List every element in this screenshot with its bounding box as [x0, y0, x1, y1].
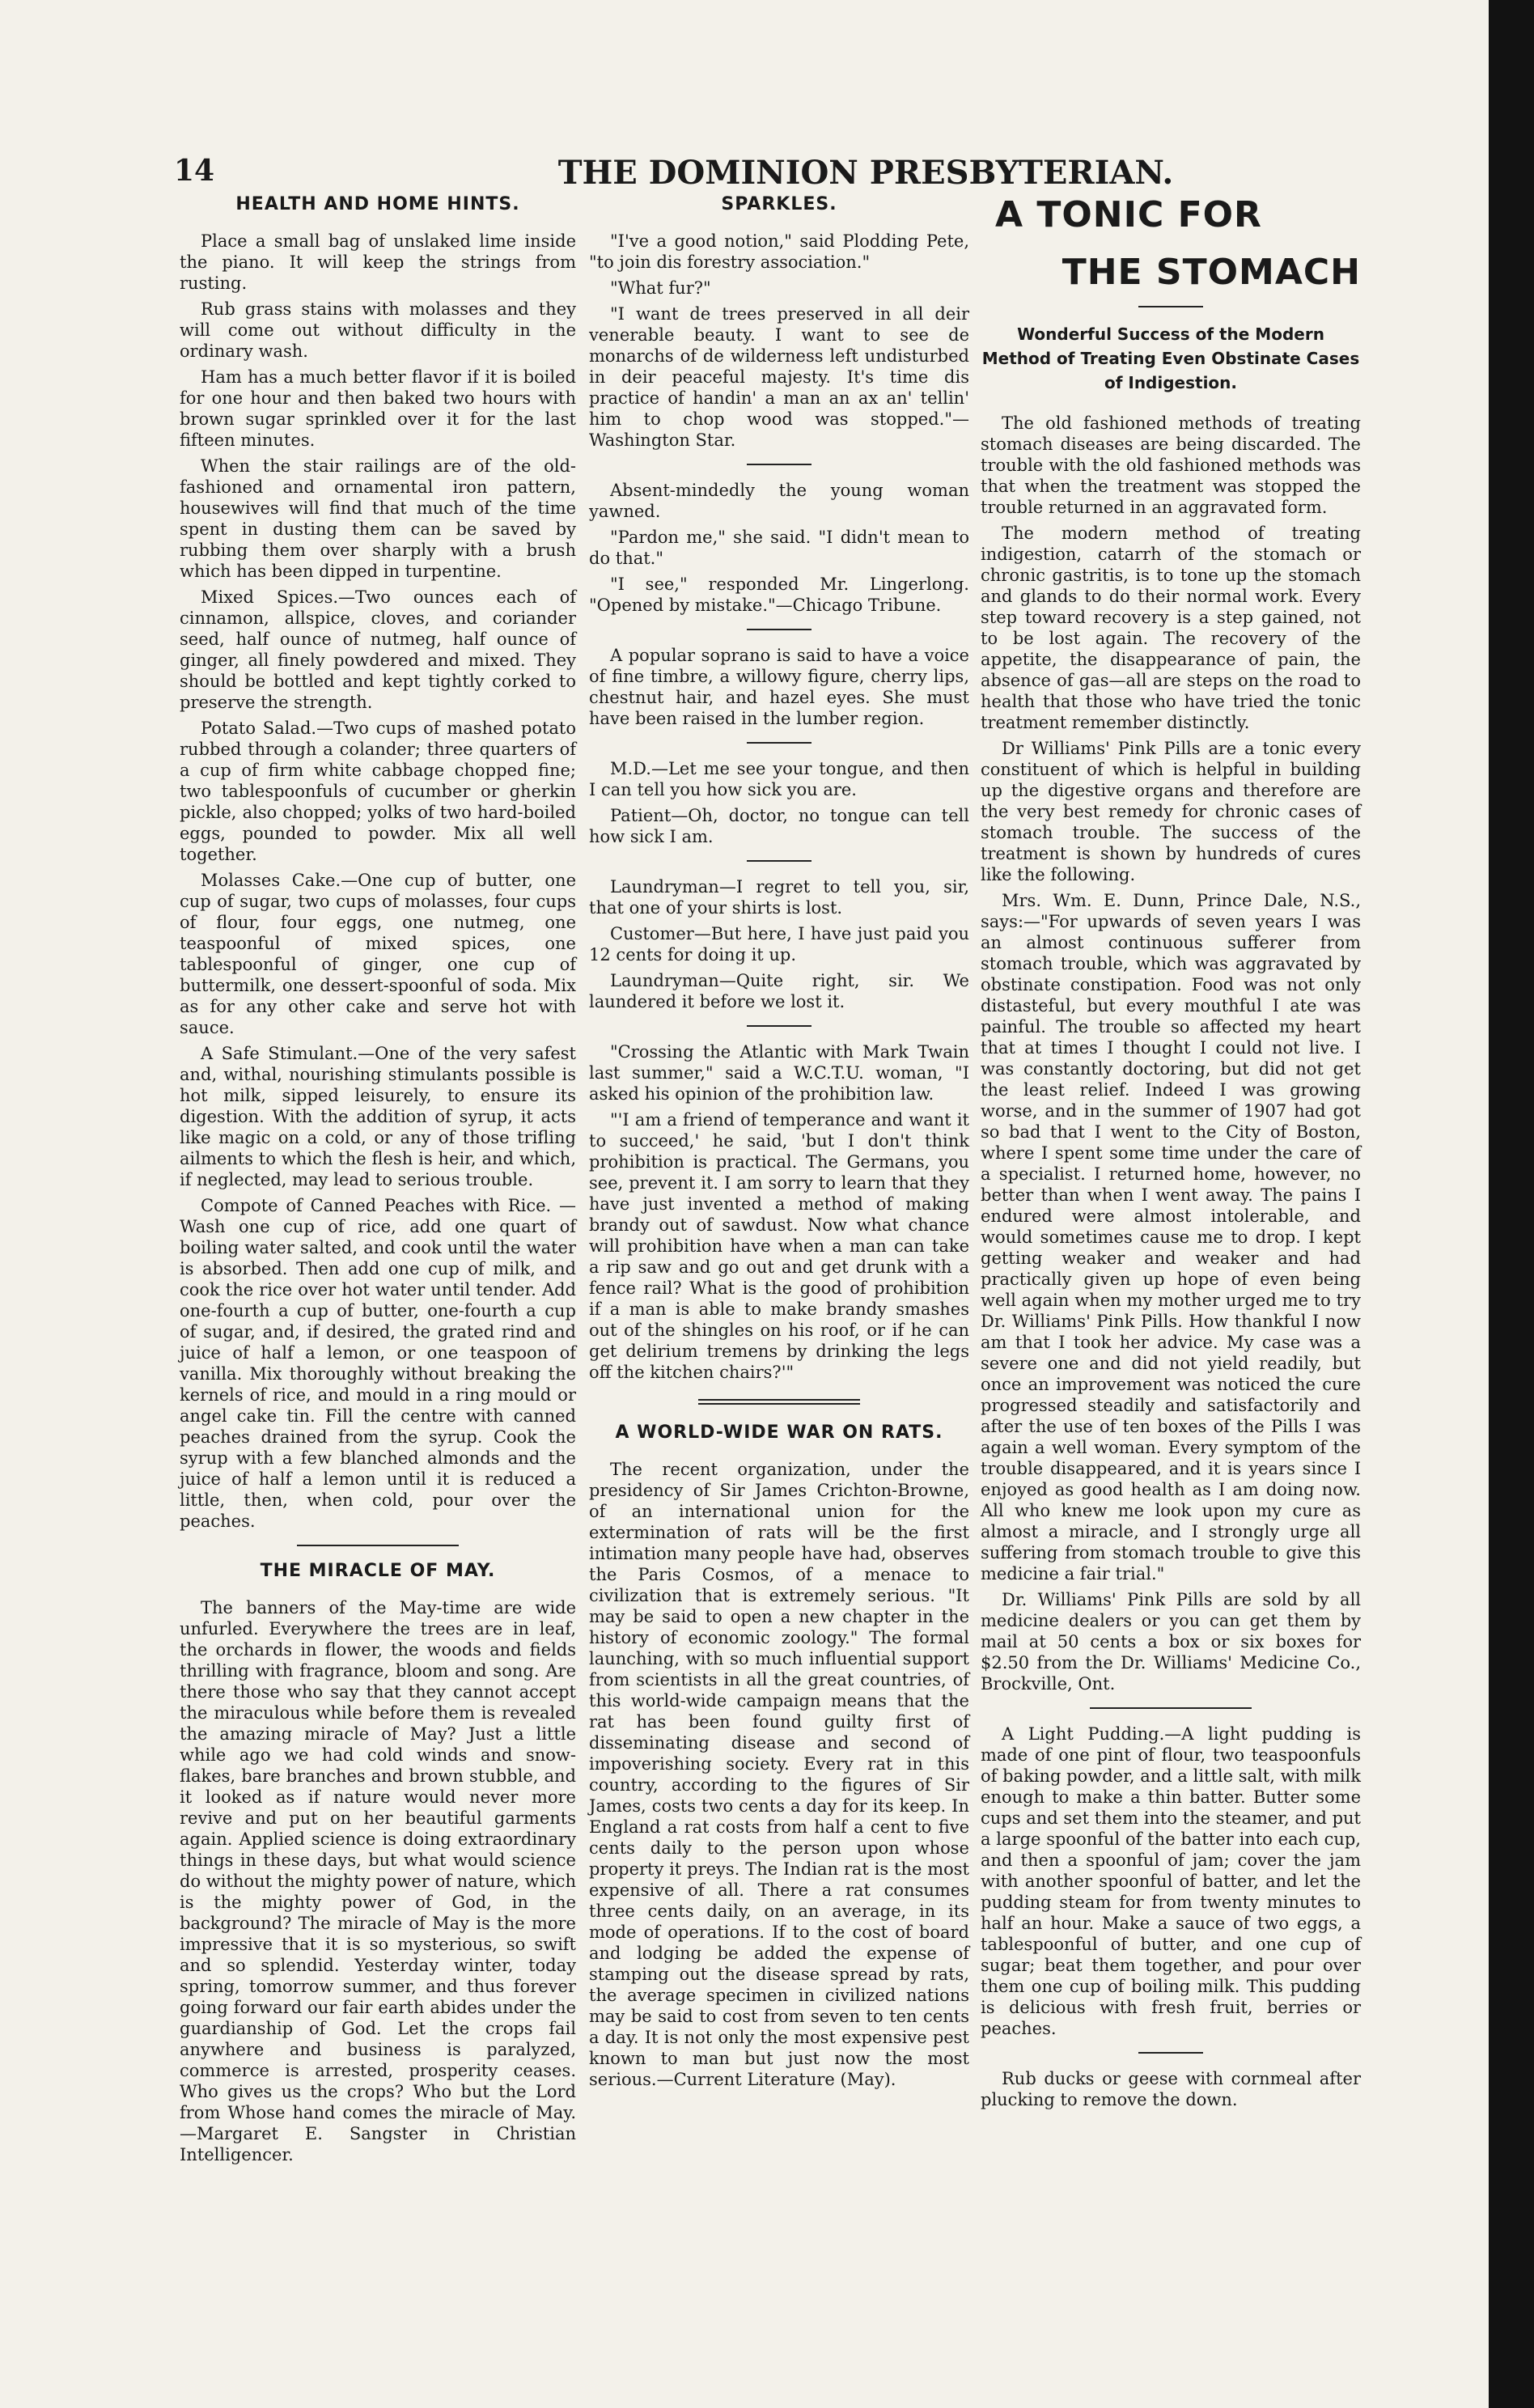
- hint-paragraph: Rub ducks or geese with cornmeal after plucking to remove the down.: [981, 2069, 1361, 2109]
- tonic-paragraph: Dr. Williams' Pink Pills are sold by all medicine dealers or you can get them by mail at 50 cents a box or six boxes for $2.50 from the Dr. Williams' Medicine Co., Brockville, Ont.: [981, 1590, 1361, 1694]
- section-divider: [698, 1399, 860, 1405]
- joke-paragraph: Absent-mindedly the young woman yawned.: [589, 481, 969, 521]
- health-paragraph: Potato Salad.—Two cups of mashed potato rubbed through a colander; three quarters of a cup of firm white cabbage chopped fine; two tablespoonfuls of cucumber or gherkin pickle, also chopped; yolks of two hard-boiled eggs, pounded to powder. Mix all well together.: [180, 719, 576, 864]
- tonic-paragraph: Dr Williams' Pink Pills are a tonic every constituent of which is helpful in building up the digestive organs and therefore are the very best remedy for chronic cases of stomach trouble. The success of the treatment is shown by hundreds of cures like the following.: [981, 739, 1361, 884]
- joke-paragraph: A popular soprano is said to have a voice of fine timbre, a willowy figure, cherry lips, chestnut hair, and hazel eyes. She must have been raised in the lumber region.: [589, 646, 969, 728]
- health-paragraph: Compote of Canned Peaches with Rice. —Wash one cup of rice, add one quart of boiling water salted, and cook until the water is absorbed. Then add one cup of milk, and cook the rice over hot water until tender. Add one-fourth a cup of butter, one-fourth a cup of sugar, and, if desired, the grated rind and juice of half a lemon, or one teaspoon of vanilla. Mix thoroughly without breaking the kernels of rice, and mould in a ring mould or angel cake tin. Fill the centre with canned peaches drained from the syrup. Cook the syrup with a few blanched almonds and the juice of half a lemon until it is reduced a little, then, when cold, pour over the peaches.: [180, 1196, 576, 1531]
- war-on-rats-heading: A WORLD-WIDE WAR ON RATS.: [615, 1422, 943, 1443]
- masthead: THE DOMINION PRESBYTERIAN.: [557, 154, 1174, 192]
- rats-paragraph: The recent organization, under the presidency of Sir James Crichton-Browne, of an international union for the extermination of rats will be the first intimation many people have had, observes the Paris Cosmos, of a menace to civilization that is extremely serious. "It may be said to open a new chapter in the history of economic zoology." The formal launching, with so much influential support from scientists in all the great countries, of this world-wide campaign means that the rat has been found guilty first of disseminating disease and second of impoverishing society. Every rat in this country, according to the figures of Sir James, costs two cents a day for its keep. In England a rat costs from half a cent to five cents daily to the person upon whose property it preys. The Indian rat is the most expensive of all. There a rat consumes three cents daily, on an average, in its mode of operations. If to the cost of board and lodging be added the expense of stamping out the disease spread by rats, the average specimen in civilized nations may be said to cost from seven to ten cents a day. It is not only the most expensive pest known to man but just now the most serious.—Current Literature (May).: [589, 1460, 969, 2089]
- health-paragraph: Rub grass stains with molasses and they will come out without difficulty in the ordinary wash.: [180, 299, 576, 361]
- tonic-subheading: Wonderful Success of the Modern Method of Treating Even Obstinate Cases of Indigestion.: [981, 324, 1360, 392]
- joke-paragraph: "I've a good notion," said Plodding Pete, "to join dis forestry association.": [589, 231, 969, 272]
- health-hints-heading: HEALTH AND HOME HINTS.: [235, 194, 520, 214]
- health-paragraph: When the stair railings are of the old-fashioned and ornamental iron pattern, housewives will find that much of the time spent in dusting them can be saved by rubbing them over sharply with a brush which has been dipped in turpentine.: [180, 456, 576, 581]
- joke-paragraph: Patient—Oh, doctor, no tongue can tell how sick I am.: [589, 806, 969, 846]
- miracle-paragraph: The banners of the May-time are wide unfurled. Everywhere the trees are in leaf, the orchards in flower, the woods and fields thrilling with fragrance, bloom and song. Are there those who say that they cannot accept the miraculous while before them is revealed the amazing miracle of May? Just a little while ago we had cold winds and snow-flakes, bare branches and brown stubble, and it looked as if nature would never more revive and put on her beautiful garments again. Applied science is doing extraordinary things in these days, but what would science do without the mighty power of nature, which is the mighty power of God, in the background? The miracle of May is the more impressive that it is so mysterious, so swift and so splendid. Yesterday winter, today spring, tomorrow summer, and thus forever going forward our fair earth abides under the guardianship of God. Let the crops fail anywhere and business is paralyzed, commerce is arrested, prosperity ceases. Who gives us the crops? Who but the Lord from Whose hand comes the miracle of May. —Margaret E. Sangster in Christian Intelligencer.: [180, 1598, 576, 2164]
- tonic-headline-line-2: THE STOMACH: [1062, 252, 1361, 293]
- joke-paragraph: Customer—But here, I have just paid you 12 cents for doing it up.: [589, 924, 969, 964]
- joke-divider: [747, 1025, 811, 1027]
- joke-paragraph: "I want de trees preserved in all deir venerable beauty. I want to see de monarchs of de wilderness left undisturbed in deir peaceful majesty. It's time dis practice of handin' a man an ax an' tellin' him to chop wood was stopped."—Washington Star.: [589, 304, 969, 450]
- health-paragraph: Mixed Spices.—Two ounces each of cinnamon, allspice, cloves, and coriander seed, half ounce of nutmeg, half ounce of ginger, all finely powdered and mixed. They should be bottled and kept tightly corked to preserve the strength.: [180, 587, 576, 712]
- joke-paragraph: "Crossing the Atlantic with Mark Twain last summer," said a W.C.T.U. woman, "I asked his opinion of the prohibition law.: [589, 1042, 969, 1104]
- section-divider: [297, 1545, 459, 1546]
- section-divider: [1090, 1707, 1252, 1709]
- tonic-paragraph: Mrs. Wm. E. Dunn, Prince Dale, N.S., says:—"For upwards of seven years I was an almost continuous sufferer from stomach trouble, which was aggravated by obstinate constipation. Food was not only distasteful, but every mouthful I ate was painful. The trouble so affected my heart that at times I thought I could not live. I was constantly doctoring, but did not get the least relief. Indeed I was growing worse, and in the summer of 1907 had got so bad that I went to the City of Boston, where I spent some time under the care of a specialist. I returned home, however, no better than when I went away. The pains I endured were almost intolerable, and would sometimes cause me to drop. I kept getting weaker and weaker and had practically given up hope of even being well again when my mother urged me to try Dr. Williams' Pink Pills. How thankful I now am that I took her advice. My case was a severe one and did not yield readily, but once an improvement was noticed the cure progressed steadily and satisfactorily and after the use of ten boxes of the Pills I was again a well woman. Every symptom of the trouble disappeared, and it is years since I enjoyed as good health as I am doing now. All who knew me look upon my cure as almost a miracle, and I strongly urge all suffering from stomach trouble to give this medicine a fair trial.": [981, 891, 1361, 1583]
- tonic-paragraph: The old fashioned methods of treating stomach diseases are being discarded. The trouble with the old fashioned methods was that when the treatment was stopped the trouble returned in an aggravated form.: [981, 413, 1361, 517]
- item-divider: [1138, 2052, 1203, 2054]
- joke-divider: [747, 629, 811, 630]
- joke-paragraph: "What fur?": [610, 278, 711, 298]
- joke-paragraph: Laundryman—I regret to tell you, sir, that one of your shirts is lost.: [589, 877, 969, 918]
- column-2: [589, 194, 969, 2095]
- health-paragraph: Molasses Cake.—One cup of butter, one cup of sugar, two cups of molasses, four cups of flour, four eggs, one nutmeg, one teaspoonful of mixed spices, one tablespoonful of ginger, one cup of buttermilk, one dessert-spoonful of soda. Mix as for any other cake and serve hot with sauce.: [180, 871, 576, 1037]
- scan-dark-margin: [1489, 0, 1534, 2408]
- joke-divider: [747, 464, 811, 465]
- column-3: [981, 194, 1361, 2115]
- headline-divider: [1138, 306, 1203, 307]
- joke-paragraph: Laundryman—Quite right, sir. We laundered it before we lost it.: [589, 971, 969, 1011]
- joke-paragraph: M.D.—Let me see your tongue, and then I can tell you how sick you are.: [589, 759, 969, 799]
- tonic-paragraph: The modern method of treating indigestion, catarrh of the stomach or chronic gastritis, is to tone up the stomach and glands to do their normal work. Every step toward recovery is a step gained, not to be lost again. The recovery of the appetite, the disappearance of pain, the absence of gas—all are steps on the road to health that those who have tried the tonic treatment remember distinctly.: [981, 524, 1361, 732]
- pudding-paragraph: A Light Pudding.—A light pudding is made of one pint of flour, two teaspoonfuls of baking powder, and a little salt, with milk enough to make a thin batter. Butter some cups and set them into the steamer, and put a large spoonful of the batter into each cup, and then a spoonful of jam; cover the jam with another spoonful of batter, and let the pudding steam for from twenty minutes to half an hour. Make a sauce of two eggs, a tablespoonful of butter, and one cup of sugar; beat them together, and pour over them one cup of boiling milk. This pudding is delicious with fresh fruit, berries or peaches.: [981, 1724, 1361, 2038]
- page-number: 14: [174, 154, 215, 188]
- joke-divider: [747, 860, 811, 862]
- health-paragraph: Ham has a much better flavor if it is boiled for one hour and then baked two hours with brown sugar sprinkled over it for the last fifteen minutes.: [180, 367, 576, 450]
- health-paragraph: Place a small bag of unslaked lime inside the piano. It will keep the strings from rusting.: [180, 231, 576, 293]
- joke-divider: [747, 742, 811, 744]
- health-paragraph: A Safe Stimulant.—One of the very safest and, withal, nourishing stimulants possible is hot milk, sipped leisurely, to ensure its digestion. With the addition of syrup, it acts like magic on a cold, or any of those trifling ailments to which the flesh is heir, and which, if neglected, may lead to serious trouble.: [180, 1044, 576, 1189]
- miracle-of-may-heading: THE MIRACLE OF MAY.: [260, 1561, 496, 1581]
- tonic-headline-line-1: A TONIC FOR: [995, 194, 1262, 235]
- column-1: [180, 194, 576, 2170]
- sparkles-heading: SPARKLES.: [721, 194, 837, 214]
- joke-paragraph: "'I am a friend of temperance and want it to succeed,' he said, 'but I don't think prohibition is practical. The Germans, you see, prevent it. I am sorry to learn that they have just invented a method of making brandy out of sawdust. Now what chance will prohibition have when a man can take a rip saw and go out and get drunk with a fence rail? What is the good of prohibition if a man is able to make brandy smashes out of the shingles on his roof, or if he can get delirium tremens by drinking the legs off the kitchen chairs?'": [589, 1110, 969, 1382]
- joke-paragraph: "Pardon me," she said. "I didn't mean to do that.": [589, 528, 969, 568]
- joke-paragraph: "I see," responded Mr. Lingerlong. "Opened by mistake."—Chicago Tribune.: [589, 574, 969, 615]
